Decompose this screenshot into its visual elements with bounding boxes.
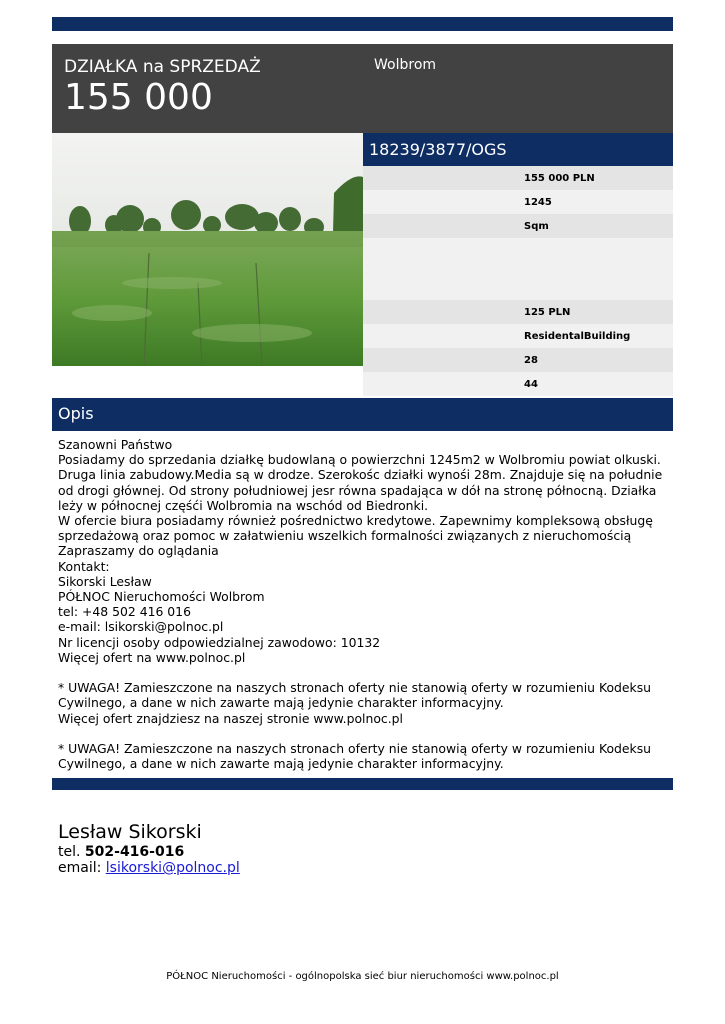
page-footer: PÓŁNOC Nieruchomości - ogólnopolska sieć biur nieruchomości www.polnoc.pl: [166, 971, 559, 982]
description-line: [58, 665, 670, 680]
agent-email-link[interactable]: lsikorski@polnoc.pl: [105, 860, 240, 876]
description-line: Nr licencji osoby odpowiedzialnej zawodowo: 10132: [58, 634, 381, 650]
detail-row: [363, 190, 673, 214]
description-line: Kontakt:: [58, 558, 110, 574]
detail-row: [363, 238, 673, 300]
description-line: od drogi głównej. Od strony południowej jesr równa spadająca w dół na stronę północną. Działka: [58, 482, 657, 498]
detail-value: 1245: [524, 197, 552, 208]
detail-row: [363, 300, 673, 324]
description-line: tel: +48 502 416 016: [58, 604, 191, 620]
description-line: sprzedażową oraz pomoc w załatwieniu wszelkich formalności związanych z nieruchomością: [58, 528, 632, 544]
detail-value: 125 PLN: [524, 307, 571, 318]
email-label: email:: [58, 860, 102, 876]
detail-row: [363, 348, 673, 372]
offer-details-table: [363, 166, 673, 396]
detail-row: [363, 372, 673, 396]
description-line: Więcej ofert znajdziesz na naszej stronie www.polnoc.pl: [58, 710, 403, 726]
detail-value: Sqm: [524, 221, 549, 232]
description-line: Cywilnego, a dane w nich zawarte mają jedynie charakter informacyjny.: [58, 695, 504, 711]
detail-row: [363, 324, 673, 348]
agent-contact: [58, 820, 240, 876]
detail-value: 155 000 PLN: [524, 173, 595, 184]
description-text: [58, 437, 670, 771]
description-line: Sikorski Lesław: [58, 573, 152, 589]
agent-name: Lesław Sikorski: [58, 821, 202, 843]
property-photo: [52, 133, 363, 366]
offer-city: Wolbrom: [374, 57, 437, 73]
description-line: W ofercie biura posiadamy również pośrednictwo kredytowe. Zapewnimy kompleksową obsługę: [58, 513, 653, 529]
description-line: Szanowni Państwo: [58, 437, 173, 452]
detail-value: 44: [524, 379, 538, 390]
description-line: Druga linia zabudowy.Media są w drodze. Szerokośc działki wynośi 28m. Znajduje się na południe: [58, 467, 663, 483]
description-line: PÓŁNOC Nieruchomości Wolbrom: [58, 589, 265, 605]
description-line: [58, 726, 670, 741]
agent-phone-line: [58, 844, 240, 860]
detail-value: ResidentalBuilding: [524, 331, 631, 342]
agent-phone: 502-416-016: [84, 844, 185, 860]
description-line: Zapraszamy do oglądania: [58, 543, 219, 559]
description-line: Cywilnego, a dane w nich zawarte mają jedynie charakter informacyjny.: [58, 756, 504, 772]
description-line: * UWAGA! Zamieszczone na naszych stronach oferty nie stanowią oferty w rozumieniu Kodeksu: [58, 680, 652, 696]
offer-type: DZIAŁKA na SPRZEDAŻ: [64, 57, 261, 77]
description-line: Więcej ofert na www.polnoc.pl: [58, 649, 246, 665]
description-heading: Opis: [52, 398, 673, 431]
detail-row: [363, 166, 673, 190]
detail-value: 28: [524, 355, 538, 366]
bottom-divider-bar: [52, 778, 673, 790]
description-line: leży w północnej częśći Wolbromia na wschód od Biedronki.: [58, 497, 429, 513]
offer-price: 155 000: [64, 77, 213, 118]
detail-row: [363, 214, 673, 238]
agent-email-line: [58, 860, 240, 876]
offer-reference: 18239/3877/OGS: [363, 133, 673, 166]
phone-label: tel.: [58, 844, 81, 860]
description-line: Posiadamy do sprzedania działkę budowlaną o powierzchni 1245m2 w Wolbromiu powiat olkuski.: [58, 452, 661, 468]
description-line: * UWAGA! Zamieszczone na naszych stronach oferty nie stanowią oferty w rozumieniu Kodeksu: [58, 741, 652, 757]
offer-header: [52, 44, 673, 133]
description-line: e-mail: lsikorski@polnoc.pl: [58, 619, 224, 635]
top-divider-bar: [52, 17, 673, 31]
